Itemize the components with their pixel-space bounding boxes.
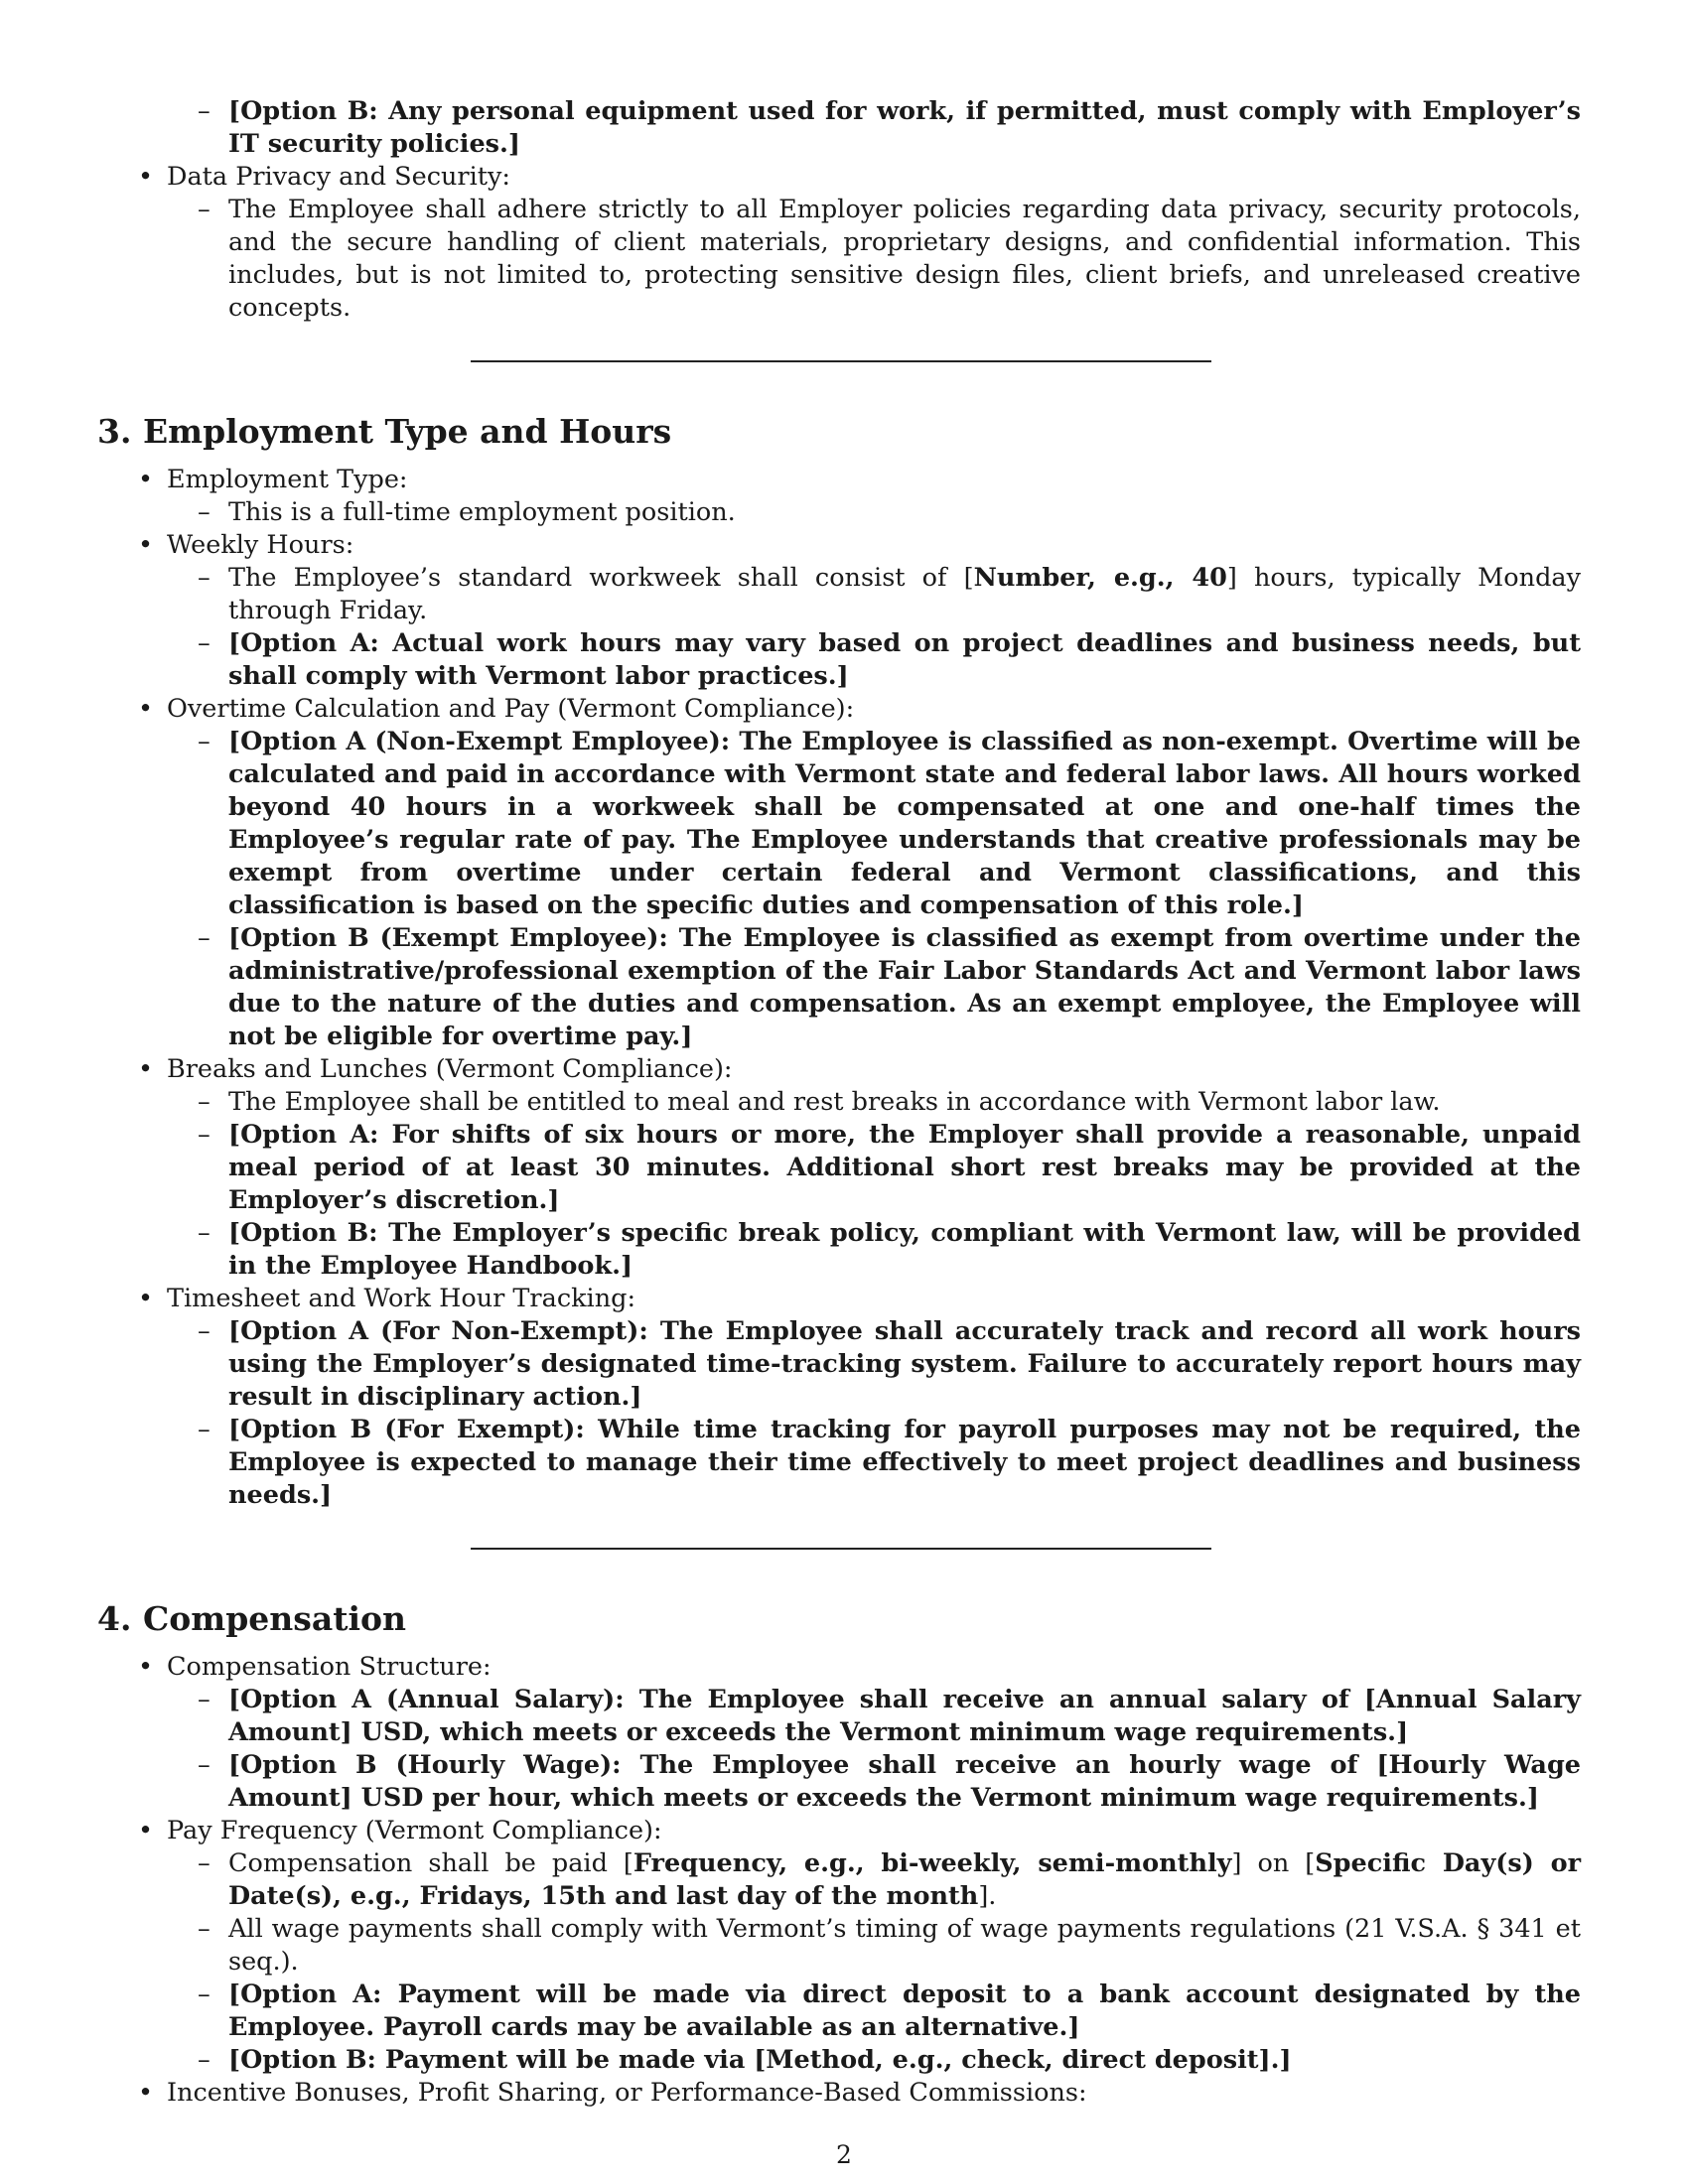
item-text: Breaks and Lunches (Vermont Compliance): <box>167 1054 733 1084</box>
list-item <box>97 1815 1581 1847</box>
sub-list-item <box>97 726 1581 922</box>
dash-marker: – <box>198 1316 211 1346</box>
dash-marker: – <box>198 497 211 527</box>
sub-list-item <box>97 1913 1581 1979</box>
dash-marker: – <box>198 1087 211 1117</box>
list-item <box>97 1053 1581 1086</box>
dash-marker: – <box>198 628 211 658</box>
bullet-marker: • <box>138 465 154 494</box>
page-number: 2 <box>836 2140 852 2169</box>
text-run: Number, e.g., 40 <box>973 563 1227 593</box>
dash-marker: – <box>198 1750 211 1780</box>
dash-marker: – <box>198 1415 211 1444</box>
bullet-marker: • <box>138 1054 154 1084</box>
item-text: Employment Type: <box>167 465 408 494</box>
list-item <box>97 529 1581 562</box>
item-text: [Option A (For Non-Exempt): The Employee shall accurately track and record all work hours using the Employer’s designated time-tracking system. Failure to accurately report hours may result in disciplinary action.] <box>228 1316 1581 1412</box>
item-text: [Option B (Exempt Employee): The Employee is classified as exempt from overtime under the administrative/professional exemption of the Fair Labor Standards Act and Vermont labor laws due to the nature of the duties and compensation. As an exempt employee, the Employee will not be eligible for overtime pay.] <box>228 923 1581 1051</box>
sub-list-item <box>97 2044 1581 2077</box>
dash-marker: – <box>198 1685 211 1714</box>
section-divider <box>471 360 1211 362</box>
sub-list-item <box>97 1414 1581 1512</box>
bullet-marker: • <box>138 162 154 192</box>
item-text: [Option A (Annual Salary): The Employee shall receive an annual salary of [Annual Salary Amount] USD, which meets or exceeds the Vermont minimum wage requirements.] <box>228 1685 1581 1747</box>
sub-list-item <box>97 627 1581 693</box>
dash-marker: – <box>198 923 211 953</box>
item-text: [Option B: The Employer’s specific break policy, compliant with Vermont law, will be provided in the Employee Handbook.] <box>228 1218 1581 1281</box>
section-number: 4. <box>97 1599 132 1638</box>
sub-list-item <box>97 1847 1581 1913</box>
item-text: Pay Frequency (Vermont Compliance): <box>167 1816 662 1845</box>
text-run: The Employee’s standard workweek shall consist of [ <box>228 563 974 593</box>
text-run: ]. <box>978 1881 997 1911</box>
section-title: Compensation <box>143 1599 406 1638</box>
item-text: [Option B (Hourly Wage): The Employee shall receive an hourly wage of [Hourly Wage Amount] USD per hour, which meets or exceeds the Vermont minimum wage requirements.] <box>228 1750 1581 1813</box>
bullet-marker: • <box>138 694 154 724</box>
item-text: [Option A: Payment will be made via direct deposit to a bank account designated by the Employee. Payroll cards may be available as an alternative.] <box>228 1979 1581 2042</box>
text-run: Specific Day(s) or Date(s), e.g., Fridays, 15th and last day of the month <box>228 1848 1582 1911</box>
text-run: ] on [ <box>1231 1848 1316 1878</box>
bullet-marker: • <box>138 1816 154 1845</box>
document-page <box>97 95 1581 2110</box>
text-run: ] hours, typically Monday through Friday. <box>228 563 1581 625</box>
sub-list-item <box>97 1684 1581 1749</box>
sub-list-item <box>97 1217 1581 1283</box>
bullet-marker: • <box>138 1652 154 1682</box>
section-divider <box>471 1548 1211 1550</box>
list-item <box>97 161 1581 194</box>
list-item <box>97 464 1581 496</box>
item-text: [Option A (Non-Exempt Employee): The Employee is classified as non-exempt. Overtime will be calculated and paid in accordance with Vermont state and federal labor laws. All hours worked beyond 40 hours in a workweek shall be compensated at one and one-half times the Employee’s regular rate of pay. The Employee understands that creative professionals may be exempt from overtime under certain federal and Vermont classifications, and this classification is based on the specific duties and compensation of this role.] <box>228 727 1581 920</box>
dash-marker: – <box>198 563 211 593</box>
dash-marker: – <box>198 2045 211 2075</box>
item-text: [Option A: For shifts of six hours or more, the Employer shall provide a reasonable, unpaid meal period of at least 30 minutes. Additional short rest breaks may be provided at the Employer’s discretion.] <box>228 1120 1581 1215</box>
list-item <box>97 693 1581 726</box>
item-text: Overtime Calculation and Pay (Vermont Compliance): <box>167 694 855 724</box>
dash-marker: – <box>198 195 211 224</box>
section-heading-4 <box>97 1599 1581 1639</box>
item-text: The Employee shall adhere strictly to all Employer policies regarding data privacy, security protocols, and the secure handling of client materials, proprietary designs, and confidential information. This includes, but is not limited to, protecting sensitive design files, client briefs, and unreleased creative concepts. <box>228 195 1581 323</box>
sub-list-item <box>97 562 1581 627</box>
dash-marker: – <box>198 1218 211 1248</box>
text-run: Frequency, e.g., bi-weekly, semi-monthly <box>633 1848 1232 1878</box>
text-run: Compensation shall be paid [ <box>228 1848 633 1878</box>
item-text: The Employee shall be entitled to meal and rest breaks in accordance with Vermont labor law. <box>228 1087 1441 1117</box>
sub-list-item <box>97 496 1581 529</box>
dash-marker: – <box>198 1979 211 2009</box>
item-text: [Option B (For Exempt): While time tracking for payroll purposes may not be required, the Employee is expected to manage their time effectively to meet project deadlines and business needs.] <box>228 1415 1581 1510</box>
bullet-marker: • <box>138 2078 154 2108</box>
item-text: Compensation Structure: <box>167 1652 492 1682</box>
item-text: This is a full-time employment position. <box>228 497 736 527</box>
section-heading-3 <box>97 412 1581 452</box>
sub-list-item <box>97 1749 1581 1815</box>
item-text: [Option B: Any personal equipment used for work, if permitted, must comply with Employer’s IT security policies.] <box>228 96 1581 159</box>
dash-marker: – <box>198 96 211 126</box>
section-title: Employment Type and Hours <box>143 412 672 451</box>
list-item <box>97 1651 1581 1684</box>
sub-list-item <box>97 1315 1581 1414</box>
sub-list-item <box>97 1979 1581 2044</box>
item-text: Data Privacy and Security: <box>167 162 511 192</box>
section-4-list <box>97 1651 1581 2110</box>
sub-list-item <box>97 95 1581 161</box>
section-3-list <box>97 464 1581 1512</box>
sub-list-item <box>97 922 1581 1053</box>
item-text: Incentive Bonuses, Profit Sharing, or Performance-Based Commissions: <box>167 2078 1087 2108</box>
item-text: [Option A: Actual work hours may vary based on project deadlines and business needs, but shall comply with Vermont labor practices.] <box>228 628 1581 691</box>
item-text: [Option B: Payment will be made via [Method, e.g., check, direct deposit].] <box>228 2045 1292 2075</box>
list-item <box>97 2077 1581 2110</box>
item-text: Timesheet and Work Hour Tracking: <box>167 1284 636 1313</box>
bullet-marker: • <box>138 530 154 560</box>
section-number: 3. <box>97 412 132 451</box>
dash-marker: – <box>198 727 211 756</box>
item-text: Weekly Hours: <box>167 530 354 560</box>
list-item <box>97 1283 1581 1315</box>
dash-marker: – <box>198 1848 211 1878</box>
sub-list-item <box>97 194 1581 325</box>
bullet-marker: • <box>138 1284 154 1313</box>
sub-list-item <box>97 1119 1581 1217</box>
dash-marker: – <box>198 1914 211 1944</box>
continued-list <box>97 95 1581 325</box>
sub-list-item <box>97 1086 1581 1119</box>
dash-marker: – <box>198 1120 211 1150</box>
item-text: All wage payments shall comply with Vermont’s timing of wage payments regulations (21 V.S.A. § 341 et seq.). <box>228 1914 1581 1977</box>
